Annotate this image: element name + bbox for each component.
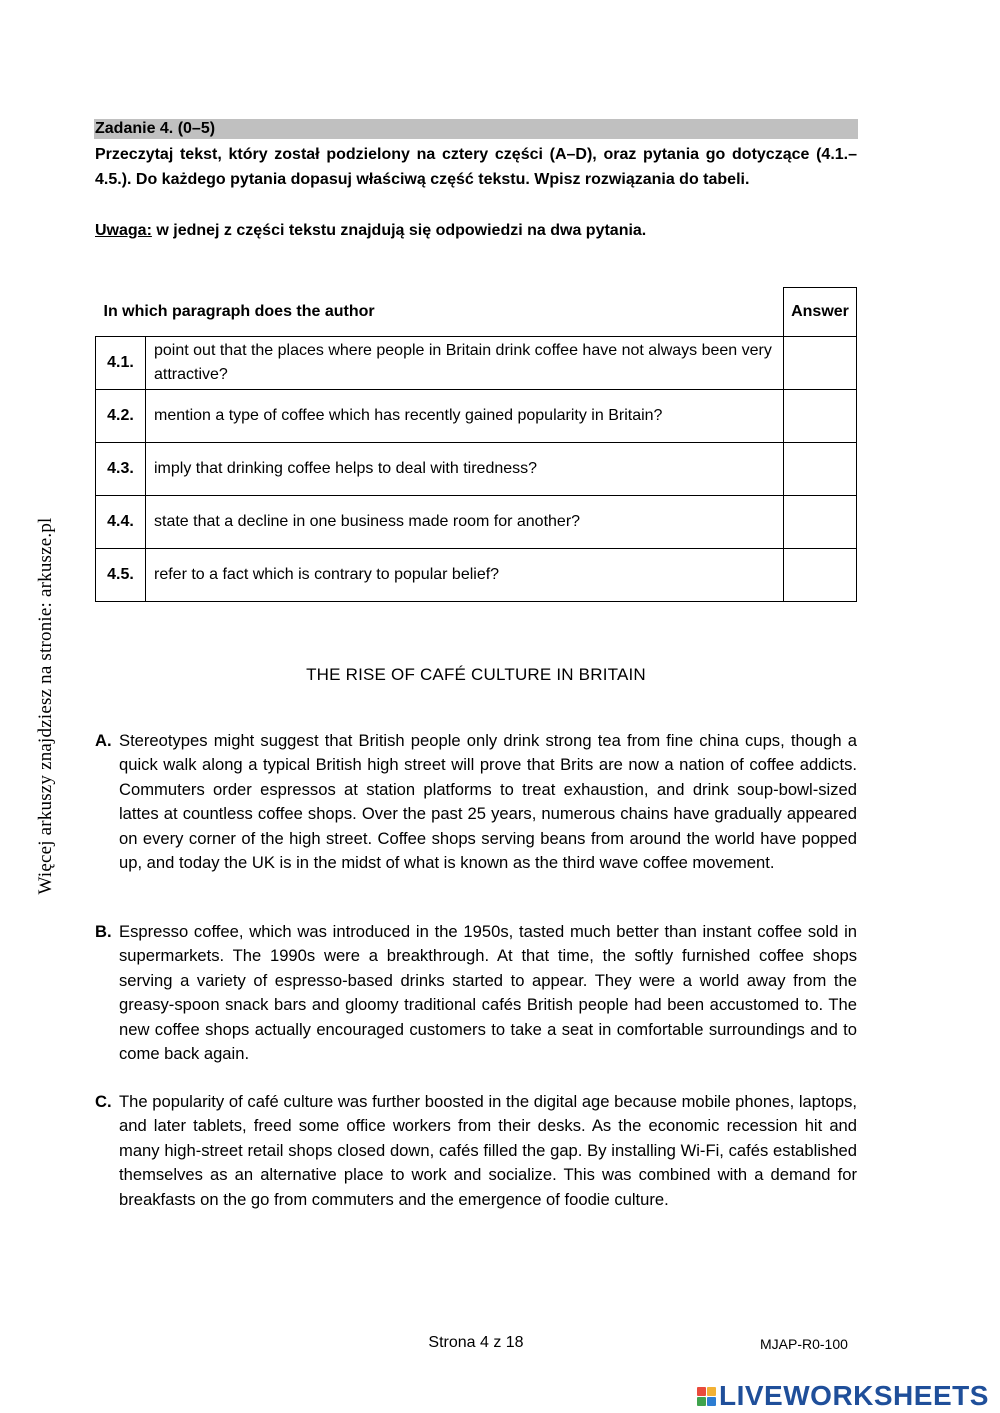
question-text: point out that the places where people in Britain drink coffee have not always been very attractive? — [146, 337, 784, 390]
logo-square — [697, 1387, 706, 1396]
question-number: 4.5. — [96, 549, 146, 602]
liveworksheets-logo[interactable] — [697, 1380, 989, 1412]
question-number: 4.3. — [96, 443, 146, 496]
paragraph-b — [95, 920, 857, 1066]
paragraph-a — [95, 729, 857, 875]
task-note — [95, 220, 857, 242]
article-title: THE RISE OF CAFÉ CULTURE IN BRITAIN — [306, 665, 646, 684]
page-number: Strona 4 z 18 — [428, 1334, 524, 1351]
table-row — [96, 496, 857, 549]
paragraph-c — [95, 1090, 857, 1212]
question-number: 4.1. — [96, 337, 146, 390]
question-number: 4.2. — [96, 390, 146, 443]
table-row — [96, 549, 857, 602]
table-row — [96, 443, 857, 496]
paragraph-text: Stereotypes might suggest that British people only drink strong tea from fine china cups, though a quick walk along a typical British high street will prove that Brits are now a nation of coffee addicts. Commuters order espressos at station platforms to treat exhaustion, and drink soup-bowl-sized lattes at countless coffee shops. Over the past 25 years, numerous chains have gradually appeared on every corner of the high street. Coffee shops serving beans from around the world have popped up, and today the UK is in the midst of what is known as the third wave coffee movement. — [119, 731, 857, 873]
logo-square — [707, 1387, 716, 1396]
answer-cell[interactable] — [784, 443, 857, 496]
liveworksheets-logo-icon — [697, 1387, 716, 1406]
question-text: mention a type of coffee which has recently gained popularity in Britain? — [146, 390, 784, 443]
logo-square — [707, 1397, 716, 1406]
question-text: state that a decline in one business made room for another? — [146, 496, 784, 549]
answer-cell[interactable] — [784, 549, 857, 602]
paragraph-label: A. — [95, 731, 112, 750]
question-text: refer to a fact which is contrary to popular belief? — [146, 549, 784, 602]
answer-cell[interactable] — [784, 337, 857, 390]
paragraph-label: C. — [95, 1092, 112, 1111]
table-row — [96, 337, 857, 390]
question-table — [95, 287, 857, 602]
table-row — [96, 390, 857, 443]
question-header: In which paragraph does the author — [103, 302, 375, 320]
answer-cell[interactable] — [784, 496, 857, 549]
answer-cell[interactable] — [784, 390, 857, 443]
logo-square — [697, 1397, 706, 1406]
paragraph-text: Espresso coffee, which was introduced in the 1950s, tasted much better than instant coffee sold in supermarkets. The 1990s were a breakthrough. At that time, the softly furnished coffee shops serving a variety of espresso-based drinks started to appear. They were a world away from the greasy-spoon snack bars and gloomy traditional cafés British people had been accustomed to. The new coffee shops actually encouraged customers to take a seat in comfortable surroundings and to come back again. — [119, 922, 857, 1064]
task-instructions: Przeczytaj tekst, który został podzielony na cztery części (A–D), oraz pytania go dotyczące (4.1.–4.5.). Do każdego pytania dopasuj właściwą część tekstu. Wpisz rozwiązania do tabeli. — [95, 146, 857, 188]
exam-code: MJAP-R0-100 — [760, 1336, 848, 1352]
side-watermark-text: Więcej arkuszy znajdziesz na stronie: arkusze.pl — [35, 517, 56, 895]
paragraph-text: The popularity of café culture was further boosted in the digital age because mobile phones, laptops, and later tablets, freed some office workers from their desks. As the economic recession hit and many high-street retail shops closed down, cafés filled the gap. By installing Wi-Fi, cafés established themselves as an alternative place to work and socialize. This was combined with a demand for breakfasts on the go from commuters and the emergence of foodie culture. — [119, 1092, 857, 1209]
note-label: Uwaga: — [95, 222, 152, 239]
task-header: Zadanie 4. (0–5) — [94, 119, 858, 139]
liveworksheets-logo-text: LIVEWORKSHEETS — [719, 1380, 989, 1411]
paragraph-label: B. — [95, 922, 112, 941]
note-text: w jednej z części tekstu znajdują się odpowiedzi na dwa pytania. — [151, 222, 647, 239]
question-text: imply that drinking coffee helps to deal with tiredness? — [146, 443, 784, 496]
question-number: 4.4. — [96, 496, 146, 549]
answer-header: Answer — [784, 288, 857, 337]
